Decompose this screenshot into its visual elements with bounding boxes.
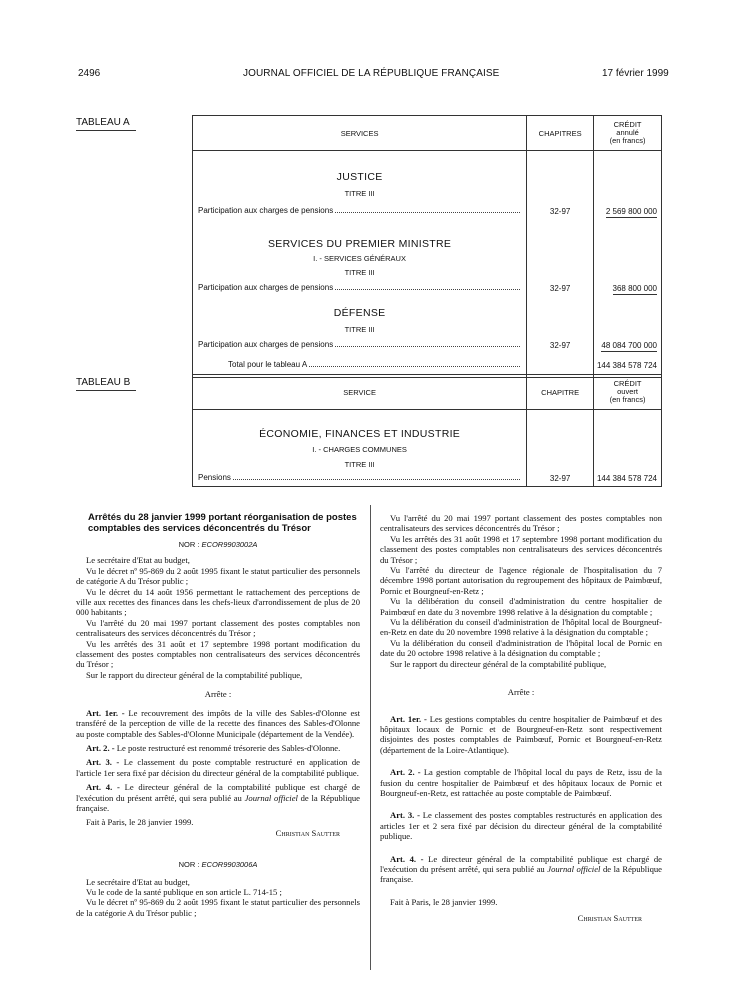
section-title: DÉFENSE (333, 307, 386, 319)
article-1: Art. 1er. - Le recouvrement des impôts de la ville des Sables-d'Olonne est transféré de la perception de ville de la recette des finances des Sables-d'Olonne au poste comptable des Sables-d'Olonne Municipale (département de la Vendée). (76, 707, 360, 739)
journal-title: JOURNAL OFFICIEL DE LA RÉPUBLIQUE FRANÇAISE (243, 68, 500, 79)
tableau-a-header-row (193, 116, 662, 151)
nor-reference: NOR : ECOR9903006A (178, 860, 258, 870)
tableau-a (192, 115, 662, 378)
total-amount: 144 384 578 724 (596, 361, 657, 370)
arrete-label: Arrête : (204, 689, 232, 700)
paragraph: Vu l'arrêté du 20 mai 1997 portant classement des postes comptables non centralisateurs des services déconcentrés du Trésor ; (380, 513, 662, 534)
page-number: 2496 (78, 68, 101, 79)
article-3: Art. 3. - Le classement des postes comptables restructurés en application des articles 1er et 2 sera fixé par décision du directeur général de la comptabilité publique. (380, 810, 662, 842)
credit-header-line: ouvert (617, 387, 638, 396)
tableau-b (192, 374, 662, 487)
publication-date: 17 février 1999 (602, 68, 669, 79)
col-service-header: SERVICE (193, 375, 527, 410)
credit-header-line: (en francs) (609, 136, 646, 145)
right-column (380, 513, 662, 924)
article-4: Art. 4. - Le directeur général de la comptabilité publique est chargé de l'exécution du présent arrêté, qui sera publié au Journal officiel de la République française. (76, 782, 361, 813)
column-divider (370, 505, 371, 970)
article-4: Art. 4. - Le directeur général de la comptabilité publique est chargé de l'exécution du présent arrêté, qui sera publié au Journal officiel de la République française. (380, 853, 663, 885)
section-line: Participation aux charges de pensions (198, 283, 522, 292)
article-1: Art. 1er. - Les gestions comptables du centre hospitalier de Paimbœuf et des hôpitaux locaux de Pornic et de Bourgneuf-en-Retz sont respectivement disjointes des postes comptables de Paimbœuf, Pornic et Bourgneuf-en-Retz (département de la Loire-Atlantique). (380, 713, 662, 755)
arrete-label: Arrête : (507, 687, 535, 698)
paragraph: Vu la délibération du conseil d'administration de l'hôpital local de Pornic en date du 20 octobre 1998 relative à la désignation du comptable ; (380, 637, 662, 659)
paragraph: Vu les arrêtés des 31 août et 17 septembre 1998 portant modification du classement des postes comptables non centralisateurs des services déconcentrés du Trésor ; (76, 638, 360, 670)
article-3: Art. 3. - Le classement du poste comptable restructuré en application de l'article 1er sera fixé par décision du directeur général de la comptabilité publique. (76, 757, 360, 778)
tableau-b-rule (76, 390, 136, 391)
col-credit-header (594, 116, 662, 151)
col-chapitres-header: CHAPITRES (527, 116, 594, 151)
paragraph: Vu la délibération du conseil d'administration de l'hôpital local de Bourgneuf-en-Retz en date du 20 novembre 1998 relative à la désignation du comptable ; (380, 617, 662, 638)
paragraph: Vu le décret du 14 août 1956 permettant le rattachement des perceptions de ville aux recettes des finances dans les chefs-lieux d'arrondissement de plus de 20 000 habitants ; (76, 586, 360, 618)
amount-value: 368 800 000 (612, 284, 657, 293)
section-title: JUSTICE (336, 171, 383, 183)
section-titre: TITRE III (344, 325, 375, 334)
section-titre: TITRE III (344, 460, 375, 469)
paragraph: Sur le rapport du directeur général de la comptabilité publique, (390, 658, 607, 669)
paragraph: Vu le décret nº 95-869 du 2 août 1995 fixant le statut particulier des personnels de la catégorie A du Trésor public ; (76, 897, 360, 918)
col-services-header: SERVICES (193, 116, 527, 151)
credit-header-line: annulé (616, 128, 639, 137)
paragraph: Vu les arrêtés des 31 août 1998 et 17 septembre 1998 portant modification du classement des postes comptables non centralisateurs des services déconcentrés du Trésor ; (380, 533, 662, 565)
amount-value: 2 569 800 000 (605, 207, 657, 216)
chapitre-value: 32-97 (549, 341, 571, 350)
col-chapitre-header: CHAPITRE (527, 375, 594, 410)
chapitre-value: 32-97 (549, 207, 571, 216)
paragraph: Le secrétaire d'Etat au budget, (86, 876, 190, 887)
section-line: Participation aux charges de pensions (198, 340, 522, 349)
tableau-b-header-row (193, 375, 662, 410)
amount-value: 48 084 700 000 (601, 341, 657, 350)
col-credit-header (594, 375, 662, 410)
amount-value: 144 384 578 724 (596, 474, 657, 483)
decree-heading: Arrêtés du 28 janvier 1999 portant réorganisation de postes comptables des services déconcentrés du Trésor (88, 512, 357, 534)
credit-header-line: CRÉDIT (613, 379, 642, 388)
credit-header-line: CRÉDIT (613, 120, 642, 129)
credit-header-line: (en francs) (609, 395, 646, 404)
paragraph: Vu le code de la santé publique en son article L. 714-15 ; (86, 886, 282, 897)
section-line: Pensions (198, 473, 522, 482)
section-subtitle: I. - CHARGES COMMUNES (312, 445, 407, 454)
chapitre-value: 32-97 (549, 284, 571, 293)
paragraph: Vu l'arrêté du 20 mai 1997 portant classement des postes comptables non centralisateurs des services déconcentrés du Trésor ; (76, 617, 360, 639)
fait-a-paris: Fait à Paris, le 28 janvier 1999. (86, 817, 194, 828)
article-2: Art. 2. - Le poste restructuré est renommé trésorerie des Sables-d'Olonne. (86, 742, 341, 753)
signature: Christian Sautter (275, 827, 340, 838)
section-title: SERVICES DU PREMIER MINISTRE (267, 238, 452, 250)
left-column (76, 512, 360, 918)
section-title: ÉCONOMIE, FINANCES ET INDUSTRIE (259, 428, 461, 440)
section-titre: TITRE III (344, 189, 375, 198)
section-titre: TITRE III (344, 268, 375, 277)
section-line: Participation aux charges de pensions (198, 206, 522, 215)
total-line: Total pour le tableau A (228, 360, 522, 369)
table-row (193, 233, 662, 301)
paragraph: Vu l'arrêté du directeur de l'agence régionale de l'hospitalisation du 7 décembre 1998 portant autorisation du regroupement des hôpitaux de Paimbœuf, Pornic et Bourgneuf-en-Retz ; (380, 565, 662, 596)
paragraph: Sur le rapport du directeur général de la comptabilité publique, (86, 669, 303, 680)
article-2: Art. 2. - La gestion comptable de l'hôpital local du pays de Retz, issu de la fusion du centre hospitalier de Paimbœuf et des hôpitaux locaux de Pornic et Bourgneuf-en-Retz, est rattachée au poste comptable de Paimbœuf. (380, 767, 662, 798)
table-row (193, 301, 662, 357)
paragraph: Le secrétaire d'Etat au budget, (86, 555, 190, 566)
tableau-b-label: TABLEAU B (76, 377, 131, 388)
fait-a-paris: Fait à Paris, le 28 janvier 1999. (390, 896, 498, 907)
paragraph: Vu la délibération du conseil d'administration du centre hospitalier de Paimbœuf en date du 3 novembre 1998 relative à la désignation du comptable ; (380, 596, 662, 617)
tableau-a-rule (76, 130, 136, 131)
table-row (193, 151, 662, 234)
tableau-a-label: TABLEAU A (76, 117, 130, 128)
section-subtitle: I. - SERVICES GÉNÉRAUX (313, 254, 406, 263)
nor-reference: NOR : ECOR9903002A (178, 540, 258, 549)
signature: Christian Sautter (577, 913, 642, 924)
chapitre-value: 32-97 (549, 474, 571, 483)
table-row (193, 410, 662, 487)
paragraph: Vu le décret nº 95-869 du 2 août 1995 fixant le statut particulier des personnels de catégorie A du Trésor public ; (76, 565, 360, 587)
